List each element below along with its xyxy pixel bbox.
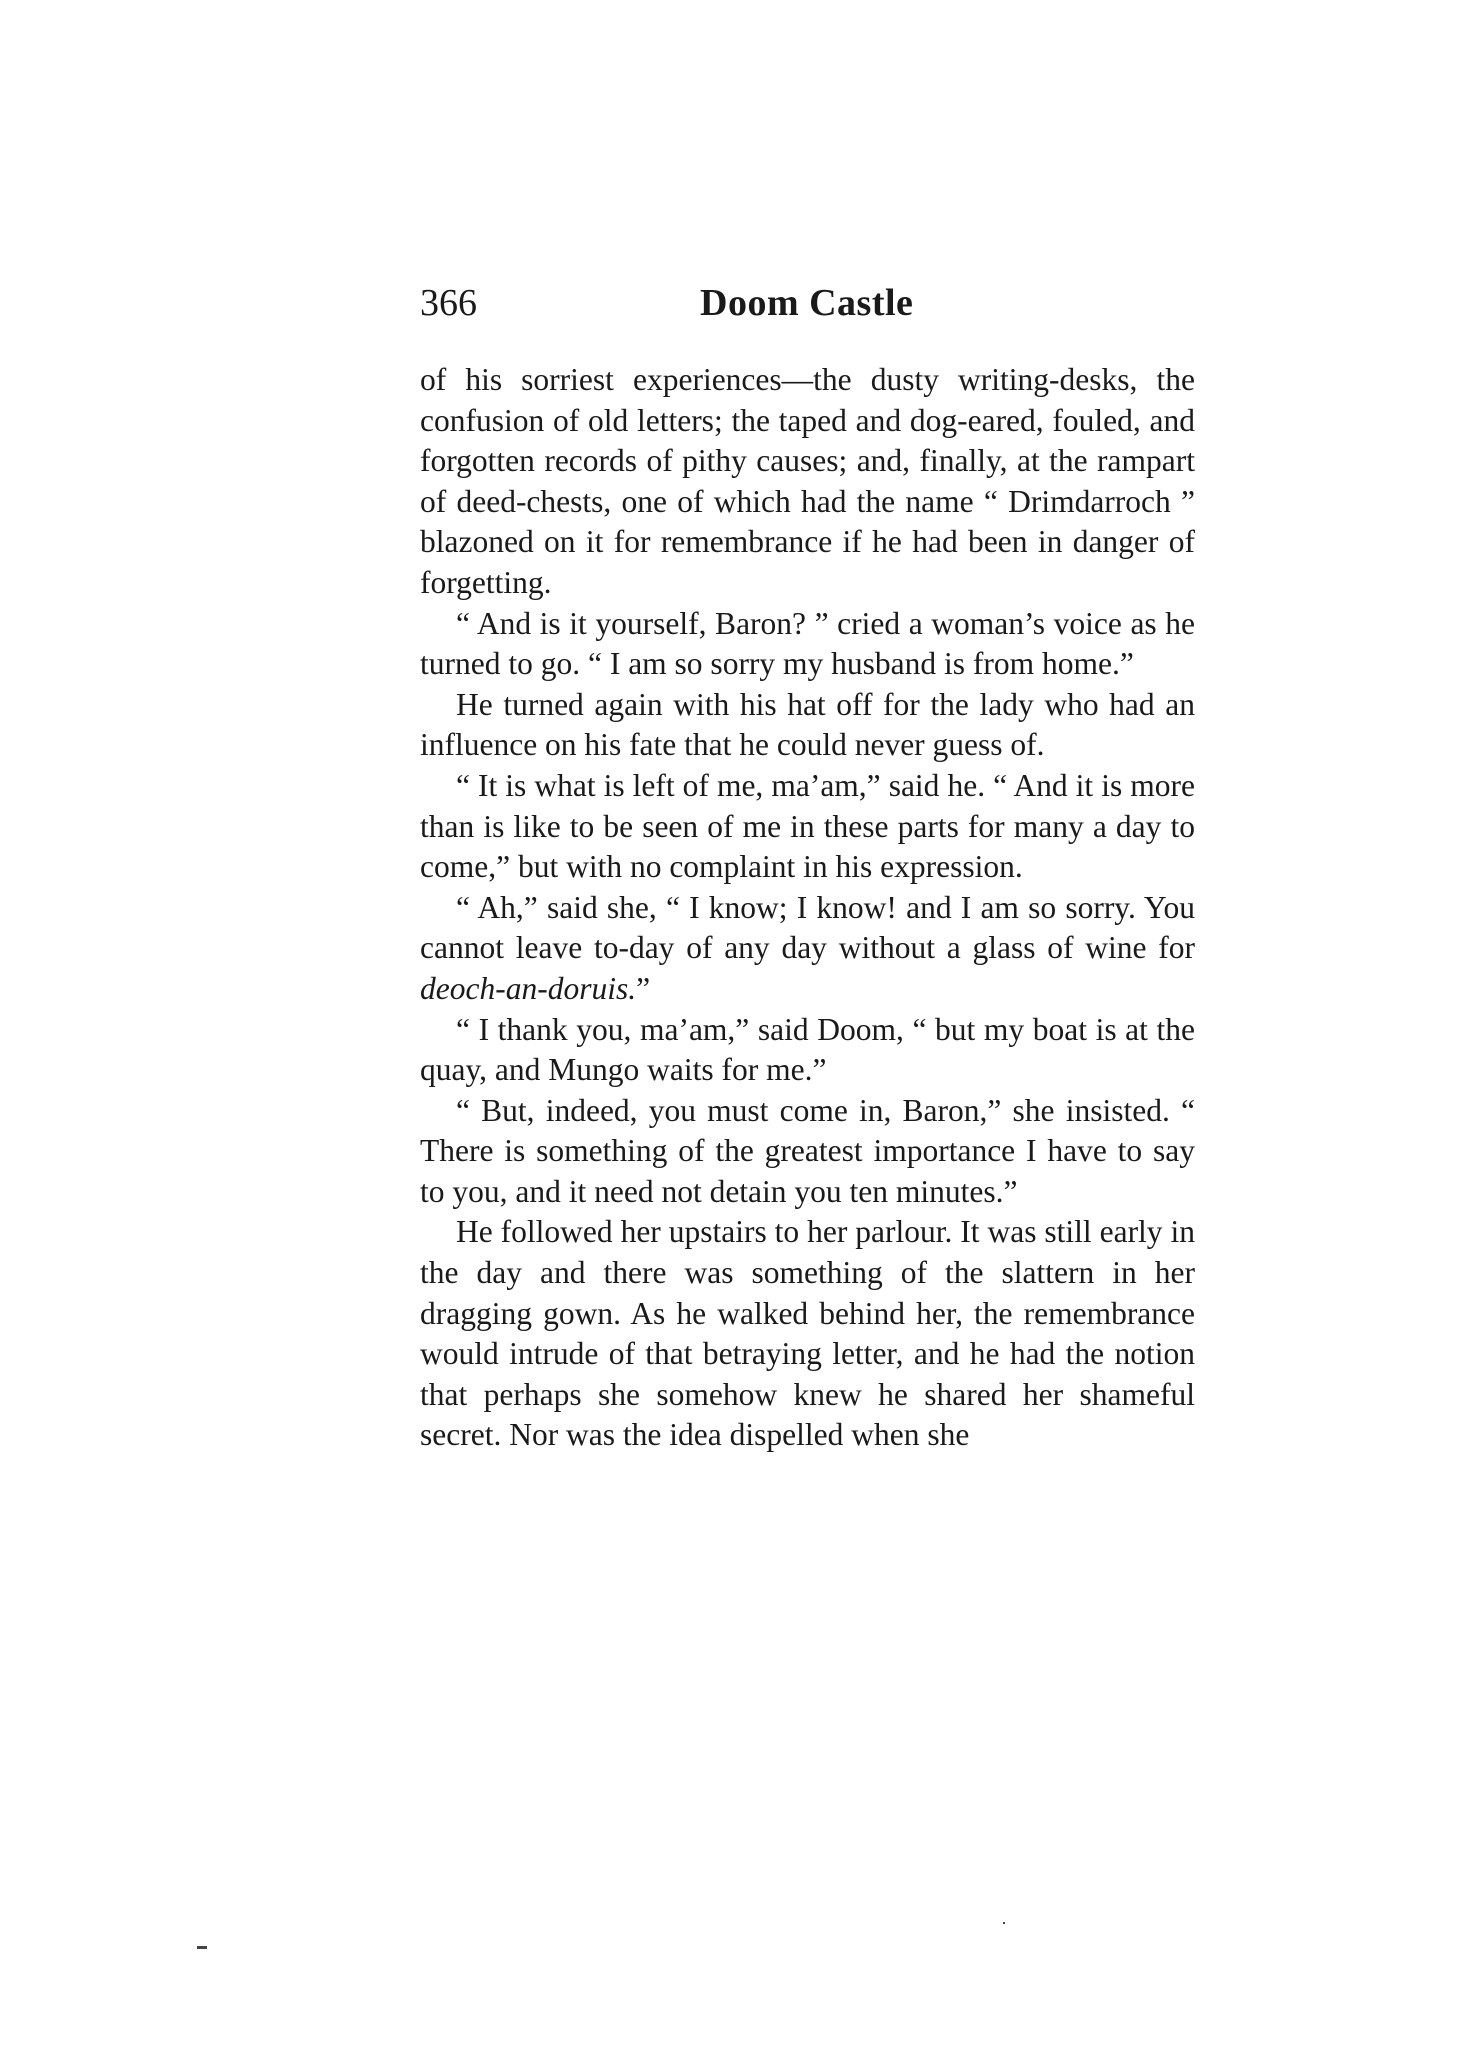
paragraph-text: ” (636, 970, 651, 1006)
paragraph-text: “ Ah,” said she, “ I know; I know! and I am so sorry. You cannot leave to-day of any day without a glass of wine for (420, 889, 1195, 966)
scan-speck (197, 1946, 207, 1949)
paragraph: He turned again with his hat off for the lady who had an influence on his fate that he could never guess of. (420, 686, 1195, 763)
paragraph: “ And is it yourself, Baron? ” cried a woman’s voice as he turned to go. “ I am so sorry my husband is from home.” (420, 605, 1195, 682)
running-head (420, 280, 1195, 326)
scan-speck (1003, 1922, 1005, 1924)
italic-phrase: deoch-an-doruis. (420, 970, 637, 1006)
page-number: 366 (420, 282, 477, 324)
book-page (420, 0, 1195, 2068)
paragraph: He followed her upstairs to her parlour. It was still early in the day and there was something of the slattern in her dragging gown. As he walked behind her, the remembrance would intrude of that betraying letter, and he had the notion that perhaps she somehow knew he shared her shameful secret. Nor was the idea dispelled when she (420, 1214, 1195, 1453)
paragraph: “ It is what is left of me, ma’am,” said he. “ And it is more than is like to be seen of me in these parts for many a day to come,” but with no complaint in his expression. (420, 767, 1195, 885)
paragraph (420, 888, 1195, 1010)
book-title: Doom Castle (700, 282, 914, 324)
paragraph: “ I thank you, ma’am,” said Doom, “ but my boat is at the quay, and Mungo waits for me.” (420, 1011, 1195, 1088)
body-text (420, 360, 1195, 1456)
paragraph: “ But, indeed, you must come in, Baron,” she insisted. “ There is something of the greatest importance I have to say to you, and it need not detain you ten minutes.” (420, 1092, 1195, 1209)
paragraph: of his sorriest experiences—the dusty writing-desks, the confusion of old letters; the taped and dog-eared, fouled, and forgotten records of pithy causes; and, finally, at the rampart of deed-chests, one of which had the name “ Drimdarroch ” blazoned on it for remembrance if he had been in danger of forgetting. (420, 362, 1195, 600)
